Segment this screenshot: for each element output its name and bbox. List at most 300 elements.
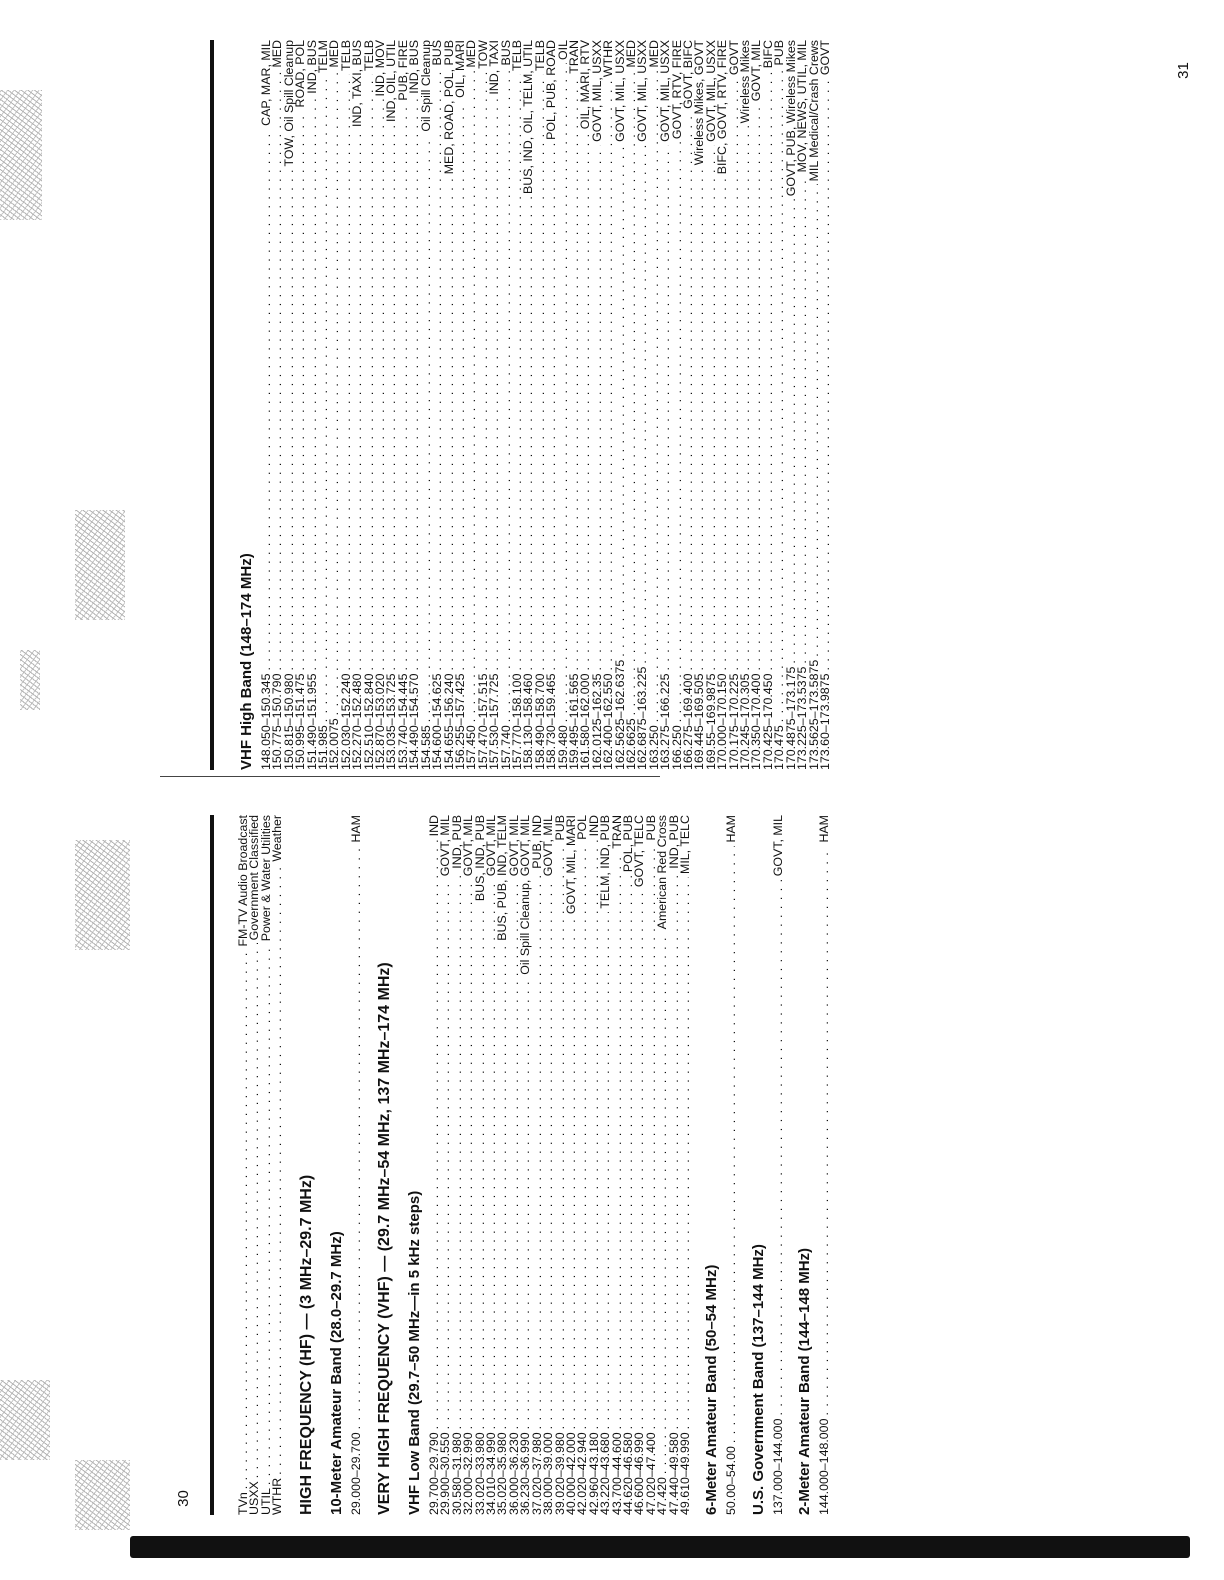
- dot-leader: [497, 944, 508, 1430]
- dot-leader: [440, 879, 451, 1429]
- frequency-row: [318, 40, 329, 770]
- frequency-range: 40.000–42.000: [563, 1432, 578, 1515]
- user-codes: Oil Spill Cleanup: [418, 40, 433, 132]
- frequency-range: 152.270–152.480: [350, 673, 365, 770]
- column-rule: [210, 815, 214, 1515]
- dot-leader: [272, 865, 283, 1475]
- frequency-range: 148.050–150.345: [259, 673, 273, 770]
- frequency-row: [612, 40, 627, 770]
- scan-noise: [0, 1380, 50, 1460]
- frequency-range: 154.490–154.570: [407, 673, 422, 770]
- left-page-column: [210, 815, 1090, 1515]
- frequency-range: 166.275–169.400: [681, 673, 696, 770]
- frequency-row: [609, 815, 624, 1515]
- dot-leader: [307, 97, 318, 671]
- frequency-row: [281, 40, 296, 770]
- user-codes: GOVT, TELC: [632, 815, 647, 888]
- frequency-range: 43.700–44.600: [609, 1432, 624, 1515]
- scan-noise: [20, 650, 40, 710]
- dot-leader: [569, 77, 580, 671]
- frequency-row: [475, 40, 490, 770]
- dot-leader: [694, 168, 705, 670]
- user-codes: BUS, PUB, IND, TELM: [495, 815, 510, 941]
- frequency-range: 42.020–42.940: [575, 1432, 590, 1515]
- dot-leader: [386, 125, 397, 671]
- frequency-range: 158.730–159.465: [544, 673, 559, 770]
- dot-leader: [773, 879, 784, 1415]
- user-codes: Weather: [270, 815, 285, 862]
- dot-leader: [637, 145, 648, 664]
- vhf-high-heading: VHF High Band (148–174 MHz): [238, 553, 255, 770]
- dot-leader: [657, 932, 668, 1474]
- frequency-row: [586, 815, 601, 1515]
- dot-leader: [660, 145, 671, 671]
- frequency-range: 162.6875–163.225: [635, 666, 650, 770]
- dot-leader: [751, 104, 762, 670]
- user-codes: GOVT, RTV, FIRE: [669, 40, 684, 140]
- user-codes: CAP, MAR, MIL: [259, 40, 273, 126]
- column-rule: [210, 40, 214, 770]
- vhf-heading: VERY HIGH FREQUENCY (VHF) — (29.7 MHz–54 MHz, 137 MHz–174 MHz): [376, 962, 394, 1515]
- dot-leader: [284, 169, 295, 670]
- user-codes: TOW, Oil Spill Cleanup: [281, 40, 296, 167]
- frequency-row: [740, 40, 751, 770]
- frequency-range: 162.400–162.550: [601, 673, 616, 770]
- user-codes: BUS, IND, OIL, TELM, UTIL: [521, 40, 536, 194]
- dot-leader: [475, 904, 486, 1429]
- frequency-row: [637, 40, 648, 770]
- frequency-row: [589, 40, 604, 770]
- frequency-row: [463, 815, 474, 1515]
- frequency-row: [717, 40, 728, 770]
- frequency-row: [669, 40, 684, 770]
- frequency-row: [726, 40, 741, 770]
- user-codes: TELB: [361, 40, 376, 71]
- user-codes: GOVT: [726, 40, 741, 76]
- user-codes: MED: [624, 40, 638, 68]
- dot-leader: [535, 74, 546, 671]
- frequency-row: [677, 815, 692, 1515]
- user-codes: PUB: [772, 40, 787, 66]
- user-codes: GOVT, PUB, Wireless Mikes: [783, 40, 798, 197]
- ham10-heading: 10-Meter Amateur Band (28.0–29.7 MHz): [327, 1231, 345, 1515]
- dot-leader: [249, 943, 260, 1478]
- dot-leader: [558, 63, 569, 722]
- dot-leader: [706, 145, 717, 671]
- frequency-range: 166.250: [669, 725, 684, 770]
- user-codes: POL, PUB: [620, 815, 635, 873]
- dot-leader: [592, 145, 603, 671]
- user-codes: GOVT, BIFC: [681, 40, 696, 109]
- frequency-range: 50.00–54.00: [724, 1446, 739, 1515]
- dot-leader: [351, 846, 362, 1430]
- ham6-list: [726, 815, 737, 1515]
- frequency-row: [580, 40, 591, 770]
- frequency-row: [555, 40, 570, 770]
- frequency-row: [304, 40, 319, 770]
- user-codes: TELB: [532, 40, 547, 71]
- dot-leader: [398, 104, 409, 671]
- dot-leader: [672, 142, 683, 722]
- frequency-row: [760, 40, 775, 770]
- user-codes: WTHR: [601, 40, 616, 78]
- user-codes: HAM: [348, 815, 363, 843]
- frequency-range: UTIL: [258, 1488, 273, 1515]
- frequency-row: [660, 40, 671, 770]
- frequency-range: 36.000–36.230: [506, 1432, 521, 1515]
- user-codes: BUS: [498, 40, 513, 66]
- page-divider: [160, 776, 660, 777]
- user-codes: IND: [586, 815, 601, 837]
- dot-leader: [580, 132, 591, 670]
- frequency-range: 163.250: [646, 725, 661, 770]
- frequency-row: [338, 40, 353, 770]
- frequency-range: 150.815–150.980: [281, 673, 296, 770]
- user-codes: IND, PUB: [449, 815, 464, 869]
- frequency-row: [666, 815, 681, 1515]
- frequency-range: 154.655–156.240: [441, 673, 456, 770]
- dot-leader: [809, 184, 820, 656]
- left-page-number: 30: [174, 1490, 192, 1507]
- user-codes: GOVT, MIL, USXX: [703, 40, 718, 142]
- frequency-row: [261, 40, 272, 770]
- frequency-range: 43.220–43.680: [598, 1432, 613, 1515]
- frequency-range: 170.175–170.225: [726, 673, 741, 770]
- abbreviation-legend: [238, 815, 284, 1515]
- legend-row: [272, 815, 283, 1515]
- frequency-row: [375, 40, 386, 770]
- dot-leader: [543, 879, 554, 1429]
- frequency-row: [523, 40, 534, 770]
- frequency-range: 150.995–151.475: [293, 673, 308, 770]
- dot-leader: [341, 74, 352, 671]
- user-codes: TRAN: [566, 40, 581, 74]
- user-codes: POL, PUB, ROAD: [544, 40, 559, 140]
- user-codes: MED: [327, 40, 342, 68]
- user-codes: POL: [575, 815, 590, 840]
- frequency-row: [466, 40, 477, 770]
- dot-leader: [261, 129, 272, 671]
- frequency-row: [497, 815, 508, 1515]
- frequency-range: 144.000–148.000: [817, 1418, 832, 1515]
- dot-leader: [486, 879, 497, 1429]
- user-codes: BIFC, GOVT, RTV, FIRE: [715, 40, 730, 175]
- dot-leader: [409, 97, 420, 671]
- frequency-row: [566, 40, 581, 770]
- frequency-range: 162.5625–162.6375: [612, 659, 627, 770]
- user-codes: TELB: [338, 40, 353, 71]
- user-codes: TRAN: [609, 815, 624, 849]
- scan-noise: [75, 1460, 130, 1530]
- user-codes: GOVT, MIL, USXX: [635, 40, 650, 142]
- frequency-row: [418, 40, 433, 770]
- dot-leader: [429, 839, 440, 1429]
- user-codes: GOVT, MIL, USXX: [589, 40, 604, 142]
- user-codes: American Red Cross: [655, 815, 670, 930]
- frequency-range: 151.490–151.955: [304, 673, 319, 770]
- frequency-range: 150.775–150.790: [270, 673, 285, 770]
- dot-leader: [523, 197, 534, 671]
- frequency-range: 157.770–158.100: [509, 673, 524, 770]
- frequency-range: 163.275–166.225: [658, 673, 673, 770]
- user-codes: HAM: [817, 815, 832, 843]
- ham10-list: [348, 815, 363, 1515]
- user-codes: PUB: [643, 815, 658, 841]
- frequency-range: 170.000–170.150: [715, 673, 730, 770]
- user-codes: PUB, IND: [529, 815, 544, 869]
- hf-heading: HIGH FREQUENCY (HF) — (3 MHz–29.7 MHz): [297, 1174, 315, 1515]
- dot-leader: [726, 846, 737, 1444]
- frequency-range: 47.020–47.400: [643, 1432, 658, 1515]
- frequency-row: [552, 815, 567, 1515]
- usgov-heading: U.S. Government Band (137–144 MHz): [749, 1244, 767, 1515]
- frequency-row: [751, 40, 762, 770]
- user-codes: MOV, NEWS, UTIL, MIL: [795, 40, 810, 173]
- frequency-range: 32.000–32.990: [461, 1432, 476, 1515]
- frequency-range: 170.475: [772, 725, 787, 770]
- frequency-range: 47.420: [655, 1477, 670, 1515]
- user-codes: OIL, MARI: [452, 40, 467, 98]
- frequency-row: [295, 40, 306, 770]
- frequency-range: 29.000–29.700: [348, 1432, 363, 1515]
- frequency-row: [657, 815, 668, 1515]
- dot-leader: [444, 177, 455, 670]
- dot-leader: [680, 877, 691, 1429]
- ham2-heading: 2-Meter Amateur Band (144–148 MHz): [796, 1247, 814, 1515]
- legend-row: [258, 815, 273, 1515]
- frequency-row: [646, 40, 661, 770]
- user-codes: GOVT, MIL, MARI: [563, 815, 578, 915]
- user-codes: GOVT, MIL: [749, 40, 764, 102]
- user-codes: OIL, MARI, RTV: [578, 40, 593, 130]
- frequency-range: 159.480: [555, 725, 570, 770]
- user-codes: PUB: [552, 815, 567, 841]
- frequency-range: 170.4875–173.175: [783, 666, 798, 770]
- frequency-row: [449, 815, 464, 1515]
- frequency-row: [529, 815, 544, 1515]
- dot-leader: [295, 110, 306, 670]
- frequency-range: 153.740–154.445: [395, 673, 410, 770]
- frequency-range: 29.900–30.550: [438, 1432, 453, 1515]
- dot-leader: [646, 843, 657, 1429]
- frequency-range: 42.960–43.180: [586, 1432, 601, 1515]
- frequency-row: [386, 40, 397, 770]
- dot-leader: [797, 175, 808, 663]
- user-codes: MED: [646, 40, 661, 68]
- dot-leader: [238, 950, 249, 1490]
- frequency-range: 173.225–173.5375: [795, 666, 810, 770]
- dot-leader: [375, 99, 386, 670]
- frequency-row: [563, 815, 578, 1515]
- dot-leader: [683, 112, 694, 671]
- user-codes: IND, TAXI: [487, 40, 502, 95]
- vhf-high-list: [261, 40, 831, 770]
- frequency-range: 152.510–152.840: [361, 673, 376, 770]
- frequency-range: TVn: [236, 1492, 250, 1515]
- frequency-range: 37.020–37.980: [529, 1432, 544, 1515]
- user-codes: GOVT, MIL: [770, 815, 785, 877]
- ham6-heading: 6-Meter Amateur Band (50–54 MHz): [703, 1264, 721, 1515]
- dot-leader: [555, 843, 566, 1429]
- user-codes: IND, TAXI, BUS: [350, 40, 365, 127]
- frequency-range: 161.580–162.000: [578, 673, 593, 770]
- dot-leader: [352, 130, 363, 671]
- dot-leader: [820, 78, 831, 670]
- frequency-range: 49.610–49.990: [677, 1432, 692, 1515]
- frequency-range: 152.870–153.020: [373, 673, 388, 770]
- frequency-range: 33.020–33.980: [472, 1432, 487, 1515]
- frequency-row: [770, 815, 785, 1515]
- frequency-row: [806, 40, 821, 770]
- user-codes: MIL, TELC: [677, 815, 692, 874]
- dot-leader: [364, 74, 375, 671]
- frequency-row: [352, 40, 363, 770]
- ham2-list: [819, 815, 830, 1515]
- dot-leader: [649, 71, 660, 723]
- dot-leader: [729, 78, 740, 670]
- frequency-range: 173.60–173.9875: [817, 673, 832, 770]
- frequency-row: [600, 815, 611, 1515]
- user-codes: TOW: [475, 40, 490, 69]
- frequency-row: [532, 40, 547, 770]
- frequency-row: [452, 40, 467, 770]
- frequency-range: WTHR: [270, 1477, 285, 1515]
- dot-leader: [600, 912, 611, 1430]
- dot-leader: [763, 71, 774, 670]
- frequency-range: 46.600–46.990: [632, 1432, 647, 1515]
- frequency-range: 162.6625: [624, 718, 638, 770]
- user-codes: GOVT, MIL, USXX: [658, 40, 673, 142]
- frequency-row: [694, 40, 705, 770]
- frequency-range: 162.0125–162.35: [589, 673, 604, 770]
- right-page-column: [210, 40, 1090, 770]
- dot-leader: [566, 917, 577, 1429]
- scan-noise: [75, 510, 125, 620]
- frequency-range: 158.490–158.700: [532, 673, 547, 770]
- user-codes: Government Classified: [247, 815, 262, 941]
- dot-leader: [452, 872, 463, 1430]
- dot-leader: [520, 978, 531, 1430]
- frequency-row: [329, 40, 340, 770]
- frequency-range: 153.035–153.725: [384, 673, 399, 770]
- frequency-range: 39.020–39.980: [552, 1432, 567, 1515]
- dot-leader: [603, 80, 614, 670]
- dot-leader: [329, 71, 340, 716]
- scan-noise: [0, 90, 42, 220]
- dot-leader: [634, 890, 645, 1429]
- frequency-range: 159.495–161.565: [566, 673, 581, 770]
- user-codes: TELM: [316, 40, 331, 74]
- frequency-range: 30.580–31.980: [449, 1432, 464, 1515]
- frequency-range: 157.740: [498, 725, 513, 770]
- user-codes: GOVT, MIL: [541, 815, 556, 877]
- user-codes: TELM, IND, PUB: [598, 815, 613, 909]
- dot-leader: [626, 71, 637, 716]
- dot-leader: [489, 98, 500, 671]
- frequency-row: [726, 815, 737, 1515]
- user-codes: GOVT, MIL: [506, 815, 521, 877]
- dot-leader: [463, 879, 474, 1429]
- frequency-row: [395, 40, 410, 770]
- user-codes: GOVT, MIL: [484, 815, 499, 877]
- frequency-range: 151.985: [316, 725, 331, 770]
- frequency-row: [577, 815, 588, 1515]
- frequency-row: [498, 40, 513, 770]
- dot-leader: [669, 872, 680, 1430]
- frequency-range: 137.000–144.000: [770, 1418, 785, 1515]
- frequency-range: 34.010–34.990: [484, 1432, 499, 1515]
- frequency-range: 158.130–158.460: [521, 673, 536, 770]
- dot-leader: [455, 101, 466, 671]
- user-codes: BUS: [430, 40, 445, 66]
- frequency-range: 170.425–170.450: [760, 673, 775, 770]
- user-codes: GOVT, MIL: [461, 815, 476, 877]
- frequency-row: [409, 40, 420, 770]
- user-codes: ROAD, POL: [293, 40, 308, 108]
- frequency-row: [546, 40, 557, 770]
- vhf-low-list: [429, 815, 691, 1515]
- frequency-row: [634, 815, 645, 1515]
- frequency-range: 170.245–170.305: [738, 673, 753, 770]
- frequency-range: 154.585: [418, 725, 433, 770]
- frequency-range: 29.700–29.790: [427, 1432, 442, 1515]
- right-page-number: 31: [1174, 62, 1192, 79]
- user-codes: IND, BUS: [304, 40, 319, 94]
- frequency-range: 157.530–157.725: [487, 673, 502, 770]
- page-edge-bar: [130, 1536, 1190, 1558]
- frequency-range: 152.0075: [327, 718, 342, 770]
- dot-leader: [623, 875, 634, 1429]
- user-codes: GOVT, MIL, USXX: [612, 40, 627, 142]
- dot-leader: [819, 846, 830, 1416]
- frequency-range: USXX: [247, 1481, 262, 1515]
- user-codes: IND, MOV: [373, 40, 388, 97]
- user-codes: GOVT, MIL: [438, 815, 453, 877]
- dot-leader: [261, 944, 272, 1485]
- frequency-row: [620, 815, 635, 1515]
- dot-leader: [478, 72, 489, 671]
- user-codes: IND, OIL, UTIL: [384, 40, 399, 122]
- frequency-row: [543, 815, 554, 1515]
- user-codes: OIL: [555, 40, 570, 60]
- dot-leader: [318, 76, 329, 722]
- dot-leader: [501, 68, 512, 722]
- frequency-range: 35.020–35.980: [495, 1432, 510, 1515]
- frequency-row: [626, 40, 637, 770]
- dot-leader: [532, 872, 543, 1430]
- dot-leader: [717, 177, 728, 670]
- dot-leader: [466, 71, 477, 723]
- user-codes: Wireless Mikes: [738, 40, 753, 124]
- frequency-range: 154.600–154.625: [430, 673, 445, 770]
- user-codes: BUS, IND, PUB: [472, 815, 487, 902]
- frequency-row: [441, 40, 456, 770]
- user-codes: HAM: [724, 815, 739, 843]
- dot-leader: [577, 843, 588, 1430]
- frequency-range: 157.450: [464, 725, 479, 770]
- user-codes: BIFC: [760, 40, 775, 69]
- frequency-range: 44.620–46.580: [620, 1432, 635, 1515]
- user-codes: Power & Water Utilities: [258, 815, 273, 942]
- frequency-row: [429, 815, 440, 1515]
- user-codes: IND, BUS: [407, 40, 422, 94]
- user-codes: FM-TV Audio Broadcast: [236, 815, 250, 947]
- frequency-range: 36.230–36.990: [518, 1432, 533, 1515]
- user-codes: MED, ROAD, POL, PUB: [441, 40, 456, 175]
- user-codes: Oil Spill Cleanup, GOVT, MIL: [518, 815, 533, 975]
- dot-leader: [615, 145, 626, 657]
- vhf-low-heading: VHF Low Band (29.7–50 MHz—in 5 kHz steps): [406, 1190, 424, 1515]
